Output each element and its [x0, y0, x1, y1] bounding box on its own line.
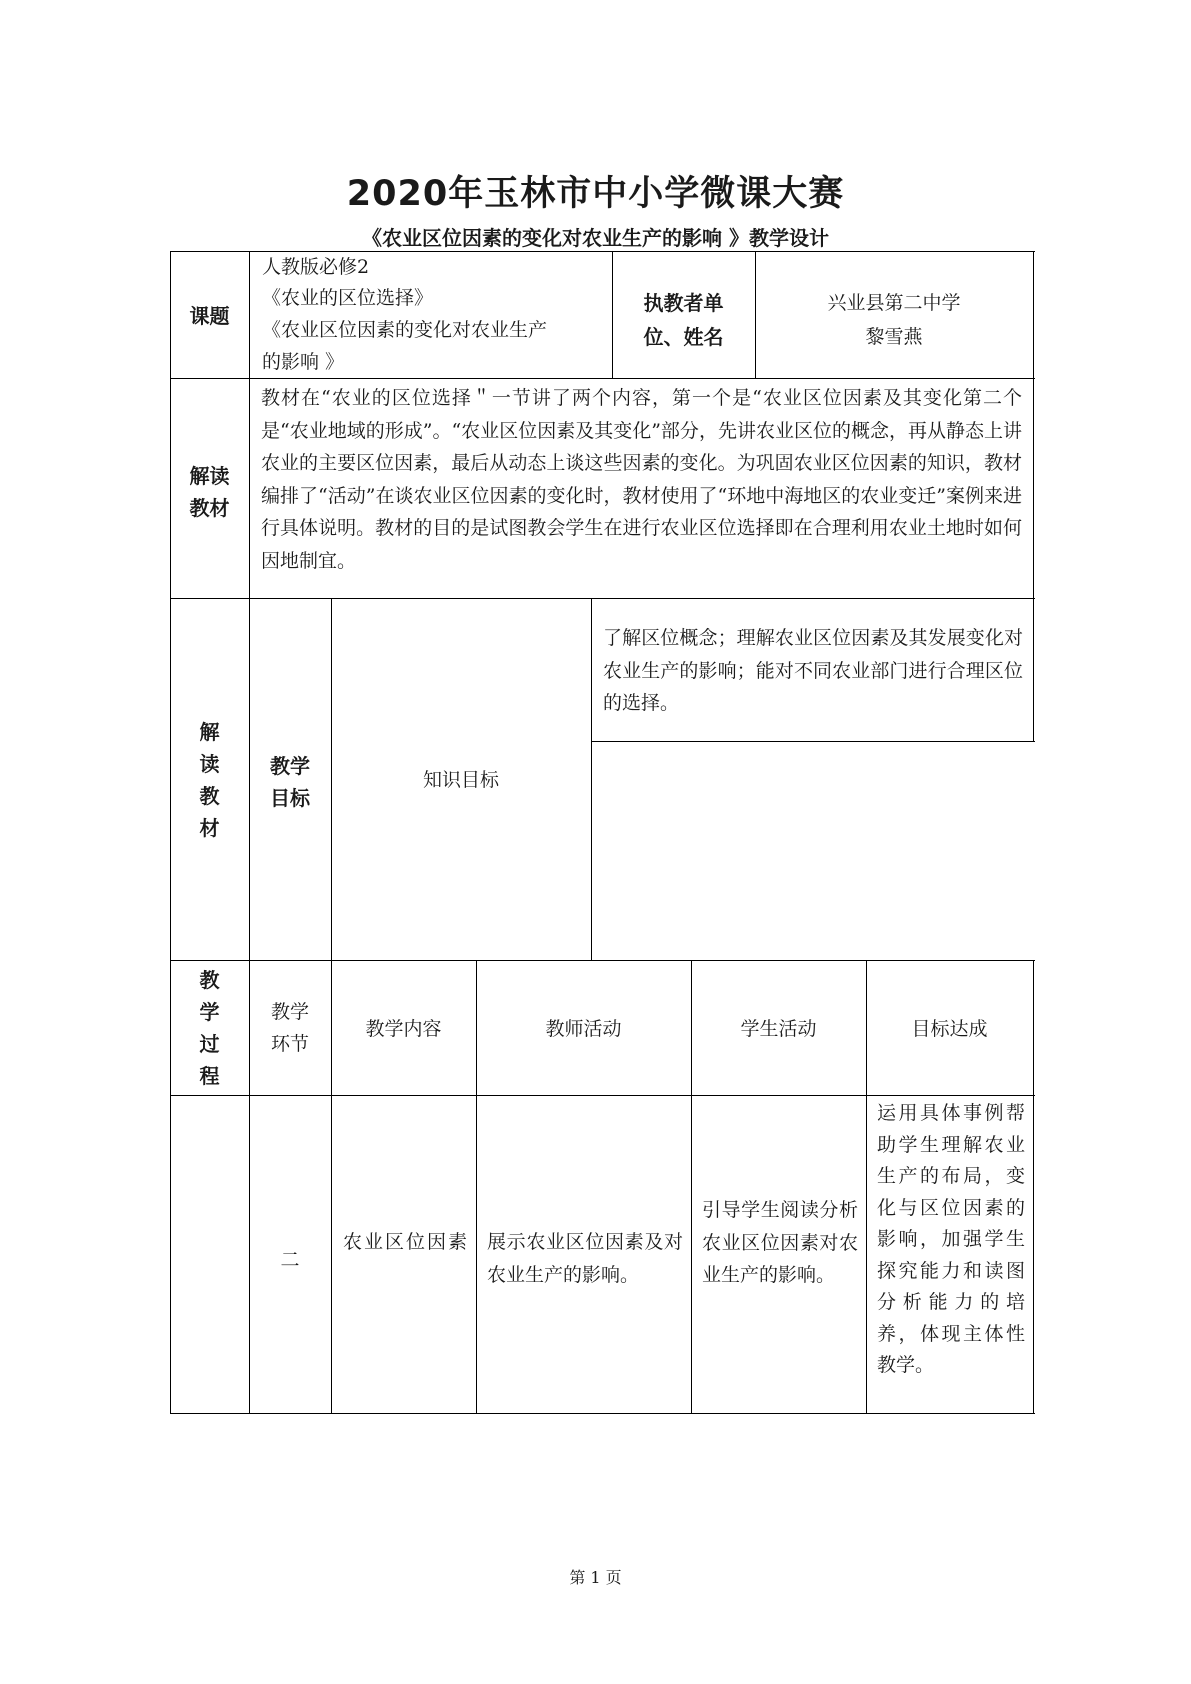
- objectives-label-char: 材: [199, 816, 220, 840]
- process-label-char: 过: [199, 1032, 220, 1056]
- document-subtitle: 《农业区位因素的变化对农业生产的影响 》教学设计: [362, 226, 829, 250]
- document-title: 2020年玉林市中小学微课大赛: [346, 174, 845, 214]
- teaching-objectives-label: [249, 750, 331, 814]
- header-stage: [249, 996, 331, 1060]
- textbook-label-line: 解读: [189, 464, 230, 488]
- teaching-objectives-line: 教学: [270, 754, 310, 778]
- teacher-label-line: 执教者单: [643, 291, 724, 315]
- table-row-goal: 运用具体事例帮助学生理解农业生产的布局，变化与区位因素的影响，加强学生探究能力和读图分析能力的培养，体现主体性教学。: [877, 1102, 1025, 1376]
- topic-value: [262, 252, 607, 378]
- header-stage-line: 教学: [270, 1001, 309, 1023]
- topic-label: 课题: [189, 304, 230, 328]
- teacher-value: [755, 286, 1033, 354]
- teacher-label: [612, 286, 755, 354]
- textbook-analysis-text: 教材在“农业的区位选择＂一节讲了两个内容，第一个是“农业区位因素及其变化第二个是“农业地域的形成”。“农业区位因素及其变化”部分，先讲农业区位的概念，再从静态上讲农业的主要区位因素，最后从动态上谈这些因素的变化。为巩固农业区位因素的知识，教材编排了“活动”在谈农业区位因素的变化时，教材使用了“环地中海地区的农业变迁”案例来进行具体说明。教材的目的是试图教会学生在进行农业区位选择即在合理利用农业土地时如何因地制宜。: [261, 387, 1022, 572]
- textbook-label: [170, 460, 249, 524]
- table-row-teacher-activity: 展示农业区位因素及对农业生产的影响。: [487, 1231, 683, 1286]
- objectives-label-char: 教: [199, 784, 220, 808]
- topic-line: 《农业区位因素的变化对农业生产: [262, 319, 548, 341]
- header-goal: 目标达成: [911, 1018, 988, 1040]
- objectives-label: [170, 716, 249, 844]
- process-label-char: 学: [199, 1000, 220, 1024]
- objectives-label-char: 解: [199, 720, 220, 744]
- topic-line: 人教版必修2: [262, 256, 370, 278]
- process-label-char: 程: [199, 1064, 220, 1088]
- table-row-content-text: 农业区位因素: [343, 1231, 467, 1253]
- objectives-label-char: 读: [199, 752, 220, 776]
- header-teacher-activity: 教师活动: [545, 1018, 622, 1040]
- textbook-label-line: 教材: [189, 496, 230, 520]
- process-label: [170, 964, 249, 1092]
- header-stage-line: 环节: [270, 1033, 309, 1055]
- header-student-activity: 学生活动: [740, 1018, 817, 1040]
- teacher-label-line: 位、姓名: [643, 325, 724, 349]
- table-row-stage: 二: [280, 1248, 300, 1271]
- teaching-objectives-line: 目标: [270, 786, 310, 810]
- table-row-content: [343, 1226, 467, 1259]
- table-row-student-activity: 引导学生阅读分析农业区位因素对农业生产的影响。: [702, 1199, 858, 1286]
- topic-line: 《农业的区位选择》: [262, 287, 434, 309]
- knowledge-objective-label: 知识目标: [422, 768, 499, 791]
- knowledge-objective-text: 了解区位概念；理解农业区位因素及其发展变化对农业生产的影响；能对不同农业部门进行合理区位的选择。: [603, 627, 1023, 714]
- page-number: 第 1 页: [569, 1568, 622, 1587]
- topic-line: 的影响 》: [262, 351, 345, 373]
- teacher-name: 黎雪燕: [865, 326, 923, 348]
- school-name: 兴业县第二中学: [827, 292, 961, 314]
- process-label-char: 教: [199, 968, 220, 992]
- header-content: 教学内容: [365, 1018, 442, 1040]
